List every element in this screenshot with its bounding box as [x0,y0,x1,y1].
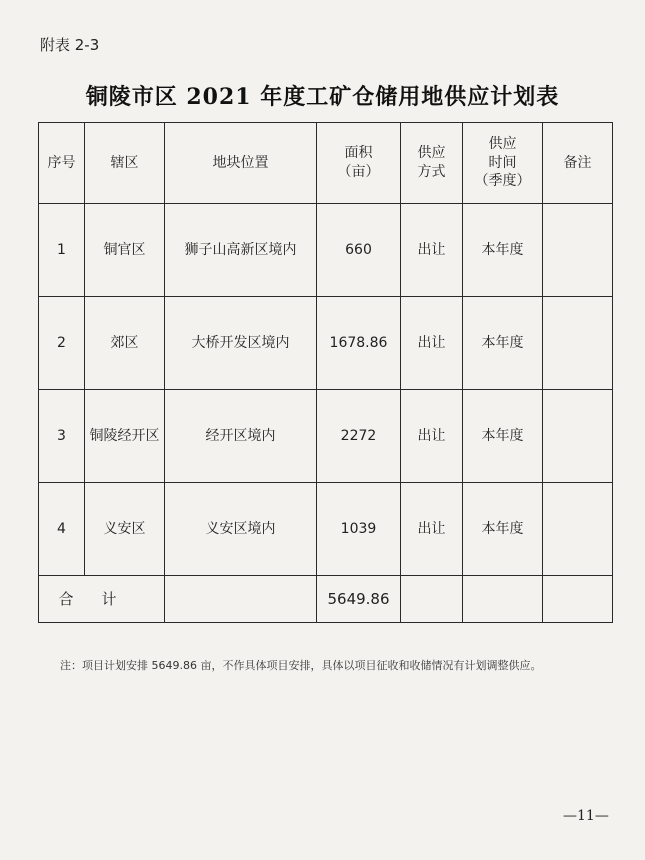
header-remark: 备注 [543,123,613,204]
header-area-line1: 面积 [344,145,373,162]
table-header-row [39,123,613,204]
total-method-empty [401,576,463,623]
cell-district: 郊区 [85,297,165,390]
header-method [401,123,463,204]
cell-method: 出让 [401,204,463,297]
cell-remark [543,204,613,297]
header-time-line2: 时间 [488,154,517,171]
cell-time: 本年度 [463,204,543,297]
cell-time: 本年度 [463,297,543,390]
cell-area: 2272 [317,390,401,483]
total-remark-empty [543,576,613,623]
cell-remark [543,297,613,390]
cell-location: 大桥开发区境内 [165,297,317,390]
cell-method: 出让 [401,390,463,483]
supply-plan-table [38,122,613,623]
table-row [39,390,613,483]
total-location-empty [165,576,317,623]
table-total-row [39,576,613,623]
cell-remark [543,390,613,483]
cell-time: 本年度 [463,483,543,576]
cell-index: 1 [39,204,85,297]
footnote: 注：项目计划安排 5649.86 亩，不作具体项目安排，具体以项目征收和收储情况有计划调整供应。 [60,659,542,672]
cell-index: 2 [39,297,85,390]
cell-index: 4 [39,483,85,576]
table-row [39,204,613,297]
cell-district: 铜陵经开区 [85,390,165,483]
page-number: —11— [563,808,609,824]
cell-method: 出让 [401,483,463,576]
header-district: 辖区 [85,123,165,204]
header-area [317,123,401,204]
cell-method: 出让 [401,297,463,390]
header-index: 序号 [39,123,85,204]
cell-time: 本年度 [463,390,543,483]
page-title: 铜陵市区 2021 年度工矿仓储用地供应计划表 [85,84,560,110]
cell-remark [543,483,613,576]
cell-index: 3 [39,390,85,483]
total-area: 5649.86 [317,576,401,623]
header-area-line2: （亩） [337,164,380,180]
cell-area: 1678.86 [317,297,401,390]
cell-area: 1039 [317,483,401,576]
cell-location: 经开区境内 [165,390,317,483]
attachment-label: 附表 2-3 [40,36,100,54]
header-location: 地块位置 [165,123,317,204]
cell-district: 铜官区 [85,204,165,297]
total-time-empty [463,576,543,623]
cell-area: 660 [317,204,401,297]
cell-location: 义安区境内 [165,483,317,576]
cell-district: 义安区 [85,483,165,576]
header-time-line3: （季度） [474,173,531,190]
header-method-line2: 方式 [417,164,446,180]
table-row [39,297,613,390]
header-time-line1: 供应 [488,135,517,152]
header-method-line1: 供应 [417,145,446,162]
cell-location: 狮子山高新区境内 [165,204,317,297]
header-time [463,123,543,204]
total-label: 合计 [39,576,165,623]
table-row [39,483,613,576]
